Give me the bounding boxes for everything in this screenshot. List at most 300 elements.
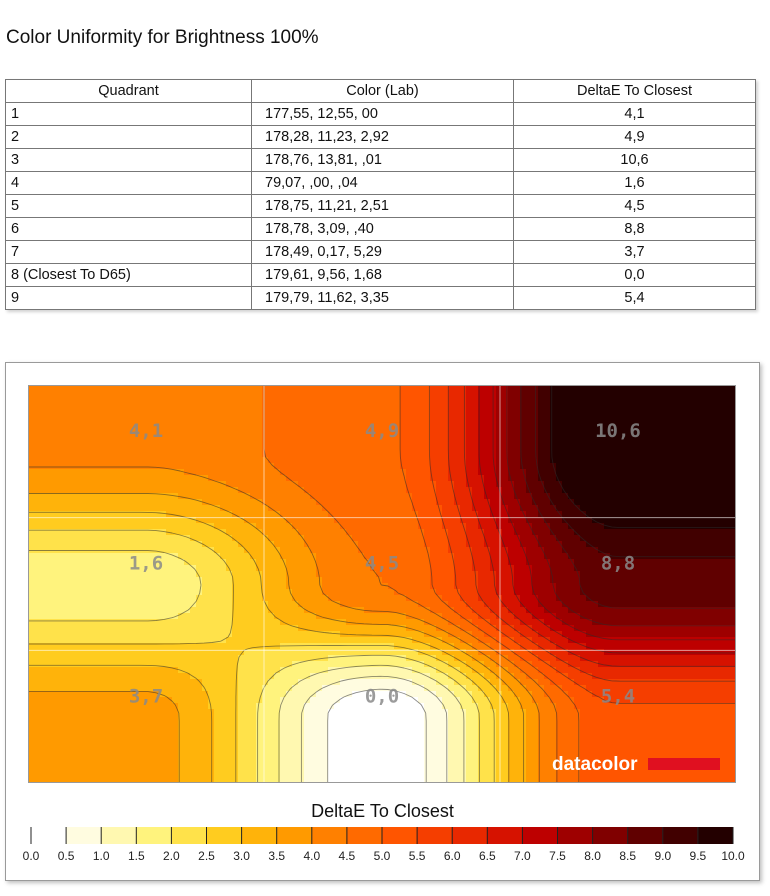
heat-cell	[196, 559, 203, 566]
heat-cell	[250, 481, 257, 488]
heat-cell	[400, 475, 407, 482]
heat-cell	[580, 499, 587, 506]
heat-cell	[244, 505, 251, 512]
heat-cell	[352, 553, 359, 560]
heat-cell	[250, 439, 257, 446]
heat-cell	[388, 631, 395, 638]
heat-cell	[568, 403, 575, 410]
heat-cell	[592, 559, 599, 566]
heat-cell	[286, 433, 293, 440]
heat-cell	[514, 445, 521, 452]
heat-cell	[148, 487, 155, 494]
heat-cell	[262, 613, 269, 620]
heat-cell	[52, 535, 59, 542]
heat-cell	[442, 475, 449, 482]
heat-cell	[52, 505, 59, 512]
heat-cell	[154, 409, 161, 416]
heat-cell	[124, 619, 131, 626]
heat-cell	[502, 409, 509, 416]
heat-cell	[718, 433, 725, 440]
heat-cell	[64, 487, 71, 494]
heat-cell	[208, 565, 215, 572]
heat-cell	[298, 475, 305, 482]
heat-cell	[184, 391, 191, 398]
heat-cell	[406, 559, 413, 566]
heat-cell	[196, 397, 203, 404]
heat-cell	[400, 391, 407, 398]
heat-cell	[664, 505, 671, 512]
heat-cell	[724, 547, 731, 554]
heat-cell	[250, 631, 257, 638]
heat-cell	[388, 535, 395, 542]
heat-cell	[352, 625, 359, 632]
heat-cell	[208, 457, 215, 464]
heat-cell	[622, 529, 629, 536]
heat-cell	[706, 529, 713, 536]
heat-cell	[712, 613, 719, 620]
heat-cell	[526, 601, 533, 608]
heat-cell	[82, 469, 89, 476]
heat-cell	[526, 433, 533, 440]
heat-cell	[490, 577, 497, 584]
heat-cell	[616, 541, 623, 548]
heat-cell	[466, 463, 473, 470]
heat-cell	[634, 619, 641, 626]
heat-cell	[688, 433, 695, 440]
heat-cell	[646, 463, 653, 470]
heat-cell	[298, 391, 305, 398]
heat-cell	[346, 451, 353, 458]
heat-cell	[436, 523, 443, 530]
heat-cell	[322, 469, 329, 476]
heat-cell	[130, 583, 137, 590]
heat-cell	[364, 445, 371, 452]
heat-cell	[502, 607, 509, 614]
heat-cell	[628, 541, 635, 548]
heat-cell	[136, 607, 143, 614]
heat-cell	[382, 613, 389, 620]
heat-cell	[148, 445, 155, 452]
heat-cell	[694, 595, 701, 602]
heat-cell	[646, 457, 653, 464]
heat-cell	[46, 415, 53, 422]
heat-cell	[106, 571, 113, 578]
heat-cell	[712, 559, 719, 566]
heat-cell	[178, 439, 185, 446]
heat-cell	[406, 607, 413, 614]
heat-cell	[652, 439, 659, 446]
heat-cell	[184, 445, 191, 452]
heat-cell	[52, 409, 59, 416]
heat-cell	[334, 499, 341, 506]
heat-cell	[514, 415, 521, 422]
heat-cell	[160, 625, 167, 632]
heat-cell	[616, 601, 623, 608]
heat-cell	[238, 541, 245, 548]
heat-cell	[166, 625, 173, 632]
heat-cell	[298, 631, 305, 638]
heat-cell	[34, 457, 41, 464]
heat-cell	[688, 583, 695, 590]
heat-cell	[286, 391, 293, 398]
heat-cell	[448, 577, 455, 584]
heat-cell	[454, 451, 461, 458]
heat-cell	[424, 625, 431, 632]
heat-cell	[592, 613, 599, 620]
heat-cell	[514, 403, 521, 410]
heat-cell	[352, 415, 359, 422]
heat-cell	[106, 451, 113, 458]
heat-cell	[454, 613, 461, 620]
heat-cell	[130, 619, 137, 626]
heat-cell	[154, 589, 161, 596]
heat-cell	[352, 481, 359, 488]
heat-cell	[496, 571, 503, 578]
heat-cell	[142, 523, 149, 530]
heat-cell	[76, 553, 83, 560]
heat-cell	[112, 601, 119, 608]
heat-cell	[214, 409, 221, 416]
heat-cell	[352, 475, 359, 482]
heat-cell	[622, 445, 629, 452]
heat-cell	[100, 535, 107, 542]
heat-cell	[424, 601, 431, 608]
heat-cell	[58, 463, 65, 470]
heat-cell	[550, 391, 557, 398]
heat-cell	[226, 451, 233, 458]
heat-cell	[376, 499, 383, 506]
heat-cell	[478, 463, 485, 470]
heat-cell	[70, 475, 77, 482]
heat-cell	[352, 529, 359, 536]
heat-cell	[238, 451, 245, 458]
heat-cell	[112, 607, 119, 614]
heat-cell	[328, 487, 335, 494]
heat-cell	[304, 595, 311, 602]
heat-cell	[280, 409, 287, 416]
heat-cell	[154, 457, 161, 464]
heat-cell	[472, 457, 479, 464]
heat-cell	[682, 391, 689, 398]
heat-cell	[628, 409, 635, 416]
heat-cell	[556, 463, 563, 470]
heat-cell	[418, 445, 425, 452]
heat-cell	[118, 433, 125, 440]
heat-cell	[700, 475, 707, 482]
heat-cell	[292, 463, 299, 470]
heat-cell	[508, 427, 515, 434]
heat-cell	[604, 607, 611, 614]
heat-cell	[340, 481, 347, 488]
heat-cell	[82, 631, 89, 638]
heat-cell	[256, 433, 263, 440]
heat-cell	[700, 613, 707, 620]
heat-cell	[166, 421, 173, 428]
heat-cell	[460, 427, 467, 434]
heat-cell	[430, 511, 437, 518]
heat-cell	[520, 487, 527, 494]
heat-cell	[652, 463, 659, 470]
heat-cell	[610, 523, 617, 530]
heat-cell	[64, 499, 71, 506]
heat-cell	[346, 445, 353, 452]
heat-cell	[88, 475, 95, 482]
heat-cell	[130, 535, 137, 542]
heat-cell	[574, 547, 581, 554]
heat-cell	[262, 559, 269, 566]
heat-cell	[190, 577, 197, 584]
heat-cell	[70, 415, 77, 422]
heat-cell	[316, 601, 323, 608]
heat-cell	[196, 487, 203, 494]
heat-cell	[448, 583, 455, 590]
heat-cell	[394, 529, 401, 536]
heat-cell	[604, 493, 611, 500]
heat-cell	[694, 601, 701, 608]
heat-cell	[448, 589, 455, 596]
heat-cell	[370, 457, 377, 464]
heat-cell	[412, 487, 419, 494]
heat-cell	[724, 457, 731, 464]
heat-cell	[334, 409, 341, 416]
heat-cell	[550, 475, 557, 482]
heat-cell	[88, 577, 95, 584]
heat-cell	[220, 523, 227, 530]
heat-cell	[76, 499, 83, 506]
heat-cell	[118, 391, 125, 398]
heat-cell	[352, 433, 359, 440]
heat-cell	[172, 445, 179, 452]
heat-cell	[712, 403, 719, 410]
heat-cell	[148, 499, 155, 506]
heat-cell	[118, 451, 125, 458]
heat-cell	[604, 625, 611, 632]
heat-cell	[550, 523, 557, 530]
heat-cell	[406, 433, 413, 440]
heat-cell	[586, 565, 593, 572]
heat-cell	[256, 451, 263, 458]
heat-cell	[76, 445, 83, 452]
heat-cell	[610, 493, 617, 500]
heat-cell	[256, 427, 263, 434]
heat-cell	[526, 589, 533, 596]
heat-cell	[706, 499, 713, 506]
heat-cell	[292, 607, 299, 614]
heat-cell	[94, 583, 101, 590]
heat-cell	[706, 589, 713, 596]
heat-cell	[256, 439, 263, 446]
heat-cell	[100, 487, 107, 494]
heat-cell	[670, 427, 677, 434]
heat-cell	[328, 625, 335, 632]
heat-cell	[724, 583, 731, 590]
heat-cell	[46, 403, 53, 410]
heat-cell	[40, 499, 47, 506]
heat-cell	[376, 475, 383, 482]
heat-cell	[394, 499, 401, 506]
heat-cell	[640, 547, 647, 554]
heat-cell	[316, 595, 323, 602]
heat-cell	[466, 391, 473, 398]
heat-cell	[592, 577, 599, 584]
heat-cell	[298, 523, 305, 530]
heat-cell	[58, 505, 65, 512]
heat-cell	[508, 499, 515, 506]
heat-cell	[358, 469, 365, 476]
heat-cell	[304, 421, 311, 428]
heat-cell	[718, 565, 725, 572]
heat-cell	[574, 595, 581, 602]
heat-cell	[358, 601, 365, 608]
heat-cell	[304, 445, 311, 452]
heat-cell	[274, 589, 281, 596]
heat-cell	[712, 481, 719, 488]
heat-cell	[160, 523, 167, 530]
heat-cell	[262, 469, 269, 476]
heat-cell	[430, 451, 437, 458]
heat-cell	[466, 439, 473, 446]
heat-cell	[544, 589, 551, 596]
heat-cell	[220, 625, 227, 632]
heat-cell	[526, 445, 533, 452]
heat-cell	[184, 523, 191, 530]
heat-cell	[436, 415, 443, 422]
heat-cell	[466, 421, 473, 428]
heat-cell	[262, 463, 269, 470]
heat-cell	[472, 595, 479, 602]
heat-cell	[268, 571, 275, 578]
heat-cell	[322, 499, 329, 506]
heat-cell	[634, 493, 641, 500]
heat-cell	[604, 499, 611, 506]
heat-cell	[610, 403, 617, 410]
heat-cell	[334, 625, 341, 632]
heat-cell	[706, 451, 713, 458]
heat-cell	[166, 595, 173, 602]
heat-cell	[550, 481, 557, 488]
heat-cell	[712, 439, 719, 446]
heat-cell	[40, 463, 47, 470]
heat-cell	[358, 439, 365, 446]
heat-cell	[358, 403, 365, 410]
heat-cell	[370, 595, 377, 602]
heat-cell	[640, 523, 647, 530]
heat-cell	[298, 511, 305, 518]
heat-cell	[178, 403, 185, 410]
heat-cell	[184, 451, 191, 458]
heat-cell	[598, 505, 605, 512]
heat-cell	[616, 469, 623, 476]
heat-cell	[358, 475, 365, 482]
heat-cell	[352, 397, 359, 404]
heat-cell	[484, 595, 491, 602]
heat-cell	[442, 595, 449, 602]
heat-cell	[52, 469, 59, 476]
heat-cell	[520, 529, 527, 536]
heat-cell	[556, 397, 563, 404]
heat-cell	[712, 463, 719, 470]
heat-cell	[154, 487, 161, 494]
heat-cell	[700, 457, 707, 464]
heat-cell	[460, 493, 467, 500]
heat-cell	[394, 505, 401, 512]
heat-cell	[634, 487, 641, 494]
heat-cell	[214, 583, 221, 590]
heat-cell	[238, 457, 245, 464]
heat-cell	[262, 439, 269, 446]
heat-cell	[178, 595, 185, 602]
heat-cell	[544, 451, 551, 458]
heat-cell	[106, 559, 113, 566]
heat-cell	[412, 595, 419, 602]
heat-cell	[256, 397, 263, 404]
heat-cell	[304, 583, 311, 590]
heat-cell	[34, 583, 41, 590]
heat-cell	[712, 631, 719, 638]
heat-cell	[142, 595, 149, 602]
heat-cell	[676, 535, 683, 542]
heat-cell	[172, 589, 179, 596]
heat-cell	[688, 457, 695, 464]
heat-cell	[418, 391, 425, 398]
heat-cell	[364, 601, 371, 608]
heat-cell	[562, 583, 569, 590]
heat-cell	[328, 403, 335, 410]
heat-cell	[682, 427, 689, 434]
heat-cell	[406, 529, 413, 536]
heat-cell	[310, 577, 317, 584]
heat-cell	[556, 529, 563, 536]
heat-cell	[58, 619, 65, 626]
heat-cell	[214, 535, 221, 542]
heat-cell	[592, 505, 599, 512]
heat-cell	[190, 619, 197, 626]
heat-cell	[568, 505, 575, 512]
heat-cell	[718, 595, 725, 602]
heat-cell	[550, 607, 557, 614]
heat-cell	[496, 433, 503, 440]
heat-cell	[88, 571, 95, 578]
heat-cell	[604, 409, 611, 416]
heat-cell	[184, 409, 191, 416]
heat-cell	[568, 619, 575, 626]
heat-cell	[34, 487, 41, 494]
heat-cell	[694, 469, 701, 476]
heat-cell	[352, 559, 359, 566]
heat-cell	[64, 493, 71, 500]
heat-cell	[280, 433, 287, 440]
heat-cell	[280, 607, 287, 614]
heat-cell	[94, 589, 101, 596]
heat-cell	[502, 469, 509, 476]
heat-cell	[610, 535, 617, 542]
heat-cell	[640, 613, 647, 620]
heat-cell	[628, 523, 635, 530]
heat-cell	[52, 421, 59, 428]
heat-cell	[304, 475, 311, 482]
heat-cell	[352, 499, 359, 506]
heat-cell	[190, 529, 197, 536]
heat-cell	[76, 559, 83, 566]
heat-cell	[112, 613, 119, 620]
heat-cell	[46, 439, 53, 446]
heat-cell	[340, 511, 347, 518]
heat-cell	[64, 397, 71, 404]
heat-cell	[250, 409, 257, 416]
heat-cell	[46, 571, 53, 578]
heat-cell	[664, 439, 671, 446]
heat-cell	[376, 469, 383, 476]
